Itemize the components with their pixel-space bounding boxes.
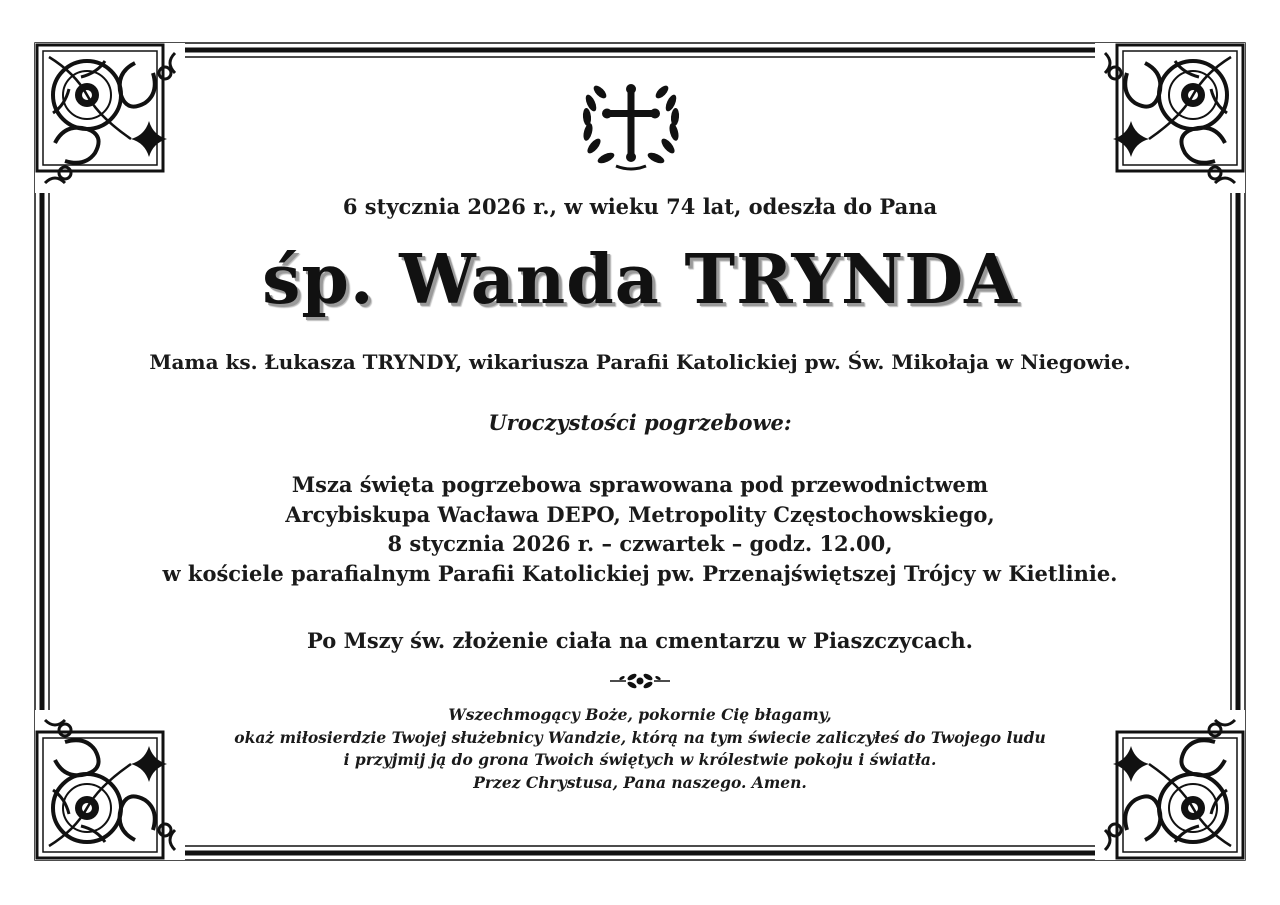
- intro-line: 6 stycznia 2026 r., w wieku 74 lat, odeszła do Pana: [342, 194, 938, 219]
- relation-line: Mama ks. Łukasza TRYNDY, wikariusza Parafii Katolickiej pw. Św. Mikołaja w Niegowie.: [149, 350, 1131, 374]
- mass-line: 8 stycznia 2026 r. – czwartek – godz. 12.00,: [387, 531, 893, 556]
- mass-line: Arcybiskupa Wacława DEPO, Metropolity Częstochowskiego,: [285, 501, 995, 527]
- mass-line: Msza święta pogrzebowa sprawowana pod przewodnictwem: [291, 472, 989, 497]
- prayer-line: okaż miłosierdzie Twojej służebnicy Wandzie, którą na tym świecie zaliczyłeś do Twojego ludu: [234, 727, 1046, 747]
- prayer-line: Wszechmogący Boże, pokornie Cię błagamy,: [448, 705, 832, 724]
- deceased-name: śp. Wanda TRYNDA: [262, 240, 1018, 320]
- mass-line: w kościele parafialnym Parafii Katolickiej pw. Przenajświętszej Trójcy w Kietlinie.: [162, 560, 1118, 586]
- prayer-line: i przyjmij ją do grona Twoich świętych w królestwie pokoju i światła.: [343, 750, 937, 769]
- ceremonies-heading: Uroczystości pogrzebowe:: [488, 410, 792, 435]
- burial-line: Po Mszy św. złożenie ciała na cmentarzu w Piaszczycach.: [307, 628, 973, 653]
- prayer-line: Przez Chrystusa, Pana naszego. Amen.: [473, 772, 807, 792]
- floral-ornament-icon: [608, 671, 672, 691]
